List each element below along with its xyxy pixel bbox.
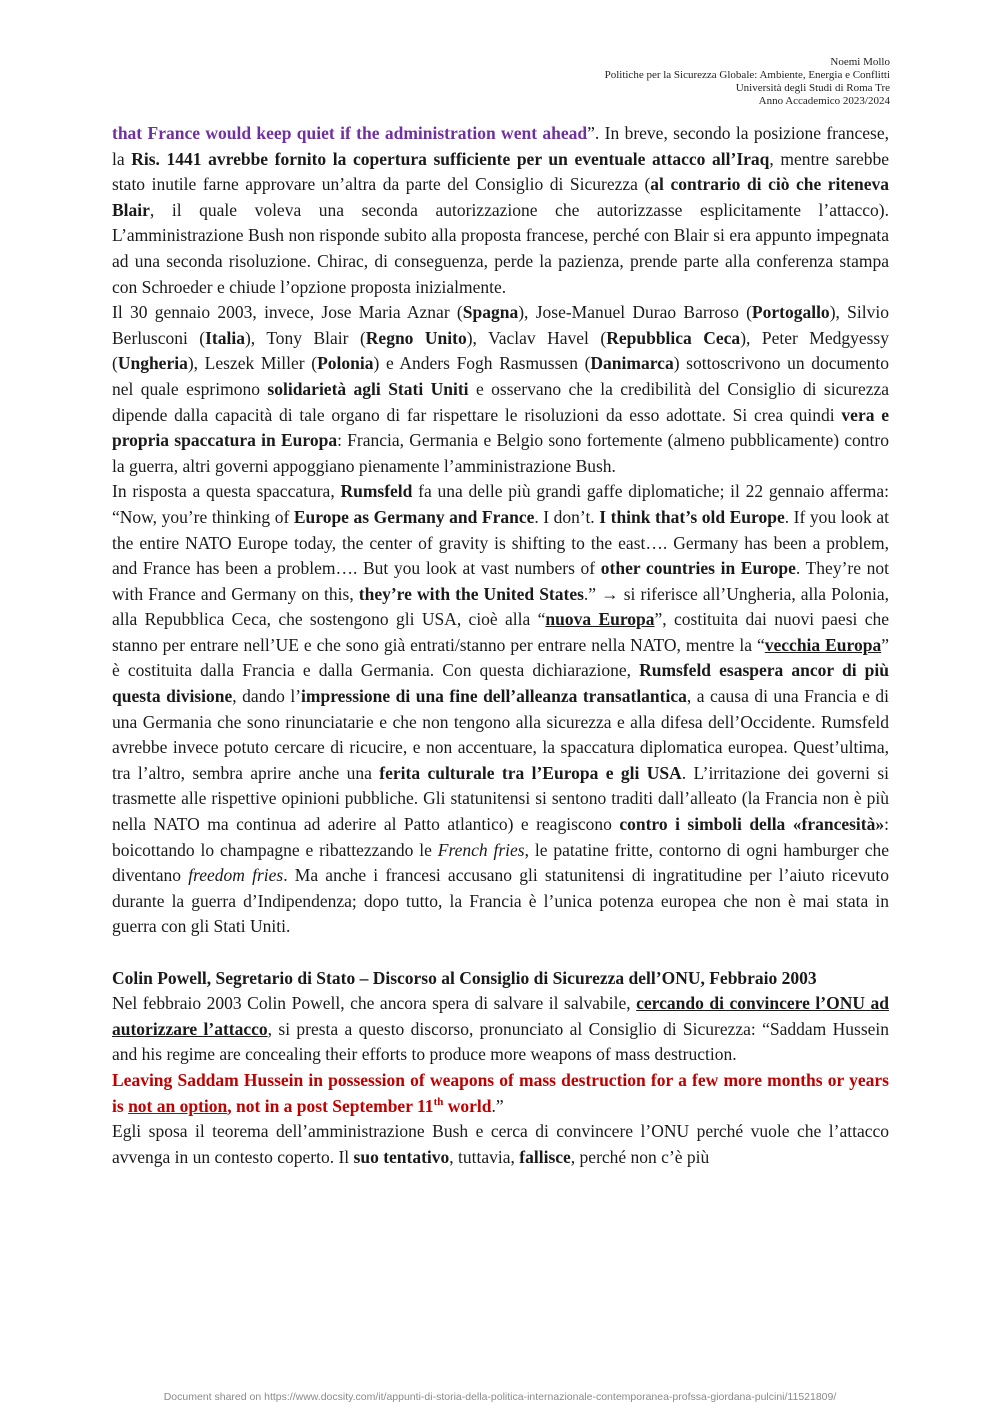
text-run: Egli sposa il teorema dell’amministrazione Bush e cerca di convincere l’ONU perché vuole che l’attacco avvenga in un contesto coperto. Il (112, 1121, 889, 1167)
paragraph-powell-failure (112, 1119, 889, 1170)
quote-highlight: that France would keep quiet if the administration went ahead (112, 123, 588, 143)
bold-text: Rumsfeld (340, 481, 413, 502)
text-run: ), Silvio Berlusconi ( (112, 302, 889, 348)
text-run: ”. In breve, secondo la posizione francese, la (112, 123, 889, 169)
text-run: . If you look at the entire NATO Europe today, the center of gravity is shifting to the east…. Germany has been a problem, and France has been a problem…. But you look at vast numbers of (112, 506, 889, 579)
paragraph-france-position (112, 121, 889, 300)
bold-text: other countries in Europe (600, 558, 796, 579)
bold-text: Spagna (462, 302, 519, 323)
red-text-run: world (443, 1095, 492, 1116)
underlined-bold-text: nuova Europa (545, 609, 655, 630)
text-run: , si presta a questo discorso, pronunciato al Consiglio di Sicurezza: “Saddam Hussein and his regime are concealing their efforts to produce more weapons of mass destruction. (112, 1018, 890, 1065)
bold-text: fallisce (519, 1146, 571, 1167)
paragraph-spacer (112, 940, 889, 966)
bold-text: I think that’s old Europe (599, 506, 785, 527)
text-run: , dando l’ (232, 686, 302, 707)
paragraph-letter-of-eight (112, 300, 889, 479)
text-run: . They’re not with France and Germany on this, (112, 558, 889, 604)
text-run: . Ma anche i francesi accusano gli statunitensi di ingratitudine per l’aiuto ricevuto durante la guerra d’Indipendenza; dopo tutto, la Francia è l’unica potenza europea che non è mai stata in guerra con gli Stati Uniti. (112, 865, 889, 937)
red-text-run: , not in a post September 11 (227, 1095, 434, 1116)
section-heading (112, 966, 889, 992)
bold-text: Polonia (317, 353, 374, 374)
text-run: , mentre sarebbe stato inutile farne approvare un’altra da parte del Consiglio di Sicurezza ( (112, 148, 890, 195)
text-run: ), Peter Medgyessy ( (112, 327, 889, 374)
red-text-run: Leaving Saddam Hussein in possession of weapons of mass destruction for a few more months or years is (112, 1069, 889, 1116)
footer-source-link[interactable]: Document shared on https://www.docsity.com/it/appunti-di-storia-della-politica-internazionale-contemporanea-profssa-giordana-pulcini/11521809/ (163, 1391, 837, 1403)
superscript: th (433, 1095, 444, 1108)
paragraph-rumsfeld (112, 479, 889, 940)
text-run: ” è costituita dalla Francia e dalla Germania. Con questa dichiarazione, (112, 634, 889, 681)
text-run: Nel febbraio 2003 Colin Powell, che ancora spera di salvare il salvabile, (112, 993, 637, 1014)
bold-text: Ris. 1441 avrebbe fornito la copertura sufficiente per un eventuale attacco all’Iraq (131, 148, 770, 169)
text-run: Il 30 gennaio 2003, invece, Jose Maria Aznar ( (112, 302, 463, 323)
bold-text: Italia (205, 327, 245, 348)
italic-text: freedom fries (188, 865, 284, 886)
paragraph-powell-quote (112, 1068, 889, 1119)
underlined-bold-text: vecchia Europa (764, 634, 882, 655)
text-run: , il quale voleva una seconda autorizzazione che autorizzasse esplicitamente l’attacco). L’amministrazione Bush non risponde subito alla proposta francese, perché con Blair si era appunto impegnata ad una seconda risoluzione. Chirac, di conseguenza, perde la pazienza, prende parte alla conferenza stampa con Schroeder e chiude l’opzione proposta inizialmente. (112, 199, 889, 297)
text-run: .” (491, 1095, 504, 1116)
text-run: , perché non c’è più (570, 1146, 710, 1167)
bold-text: they’re with the United States (358, 583, 584, 604)
bold-text: ferita culturale tra l’Europa e gli USA (379, 762, 682, 783)
bold-text: Portogallo (751, 302, 830, 323)
bold-text: al contrario di ciò che riteneva Blair (112, 174, 889, 220)
underlined-red-text: not an option (128, 1095, 228, 1116)
page-header (605, 56, 890, 108)
text-run: , le patatine fritte, contorno di ogni hamburger che diventano (112, 839, 890, 886)
bold-text: Danimarca (590, 353, 674, 374)
text-run: e osservano che la credibilità del Consiglio di sicurezza dipende dalla capacità di tale organo di far rispettare le risoluzioni da esso adottate. Si crea quindi (112, 378, 890, 425)
bold-text: suo tentativo (353, 1146, 450, 1167)
text-run: ”, costituita dai nuovi paesi che stanno per entrare nell’UE e che sono già entrati/stanno per entrare nella NATO, mentre la “ (112, 609, 889, 655)
text-run: ), Tony Blair ( (244, 327, 366, 348)
text-run: ), Jose-Manuel Durao Barroso ( (518, 302, 752, 323)
bold-text: Rumsfeld esaspera ancor di più questa divisione (112, 660, 889, 707)
text-run: ) sottoscrivono un documento nel quale esprimono (112, 353, 890, 399)
italic-text: French fries (437, 839, 525, 860)
document-body (112, 121, 889, 1170)
text-run: . L’irritazione dei governi si trasmette alle rispettive opinioni pubbliche. Gli statunitensi si sentono traditi dall’alleato (la Francia non è più nella NATO ma continua ad aderire al Patto atlantico) e reagiscono (112, 762, 889, 835)
text-run: .” → si riferisce all’Ungheria, alla Polonia, alla Repubblica Ceca, che sostengono gli USA, cioè alla “ (112, 583, 889, 630)
header-academic-year: Anno Accademico 2023/2024 (758, 95, 890, 107)
text-run: ) e Anders Fogh Rasmussen ( (373, 353, 591, 374)
text-run: , tuttavia, (449, 1146, 520, 1167)
heading-text: Colin Powell, Segretario di Stato – Discorso al Consiglio di Sicurezza dell’ONU, Febbraio 2003 (112, 967, 817, 988)
text-run: ), Leszek Miller ( (187, 353, 318, 374)
text-run: , a causa di una Francia e di una Germania che sono rinunciatarie e che non tengono alla sicurezza e alla difesa dell’Occidente. Rumsfeld avrebbe invece potuto cercare di ricucire, e non accentuare, la spaccatura diplomatica europea. Quest’ultima, tra l’altro, sembra aprire anche una (112, 686, 889, 783)
text-run: ), Vaclav Havel ( (466, 327, 607, 348)
text-run: : boicottando lo champagne e ribattezzando le (112, 814, 889, 860)
bold-text: solidarietà agli Stati Uniti (267, 378, 469, 399)
text-run: . I don’t. (534, 506, 600, 527)
text-run: : Francia, Germania e Belgio sono fortemente (almeno pubblicamente) contro la guerra, altri governi appoggiano pienamente l’amministrazione Bush. (112, 430, 889, 476)
bold-text: contro i simboli della «francesità» (619, 814, 885, 835)
bold-text: impressione di una fine dell’alleanza transatlantica (301, 686, 687, 707)
text-run: fa una delle più grandi gaffe diplomatiche; il 22 gennaio afferma: “Now, you’re thinking of (112, 481, 889, 527)
bold-text: Ungheria (117, 353, 188, 374)
text-run: In risposta a questa spaccatura, (112, 481, 341, 502)
bold-text: Repubblica Ceca (606, 327, 741, 348)
bold-text: Europe as Germany and France (293, 506, 535, 527)
paragraph-powell (112, 991, 889, 1068)
header-course: Politiche per la Sicurezza Globale: Ambiente, Energia e Conflitti (604, 69, 890, 81)
underlined-bold-text: cercando di convincere l’ONU ad autorizzare l’attacco (112, 993, 889, 1039)
bold-text: Regno Unito (365, 327, 467, 348)
header-university: Università degli Studi di Roma Tre (735, 82, 890, 94)
header-author: Noemi Mollo (830, 56, 890, 68)
bold-text: vera e propria spaccatura in Europa (112, 404, 889, 451)
